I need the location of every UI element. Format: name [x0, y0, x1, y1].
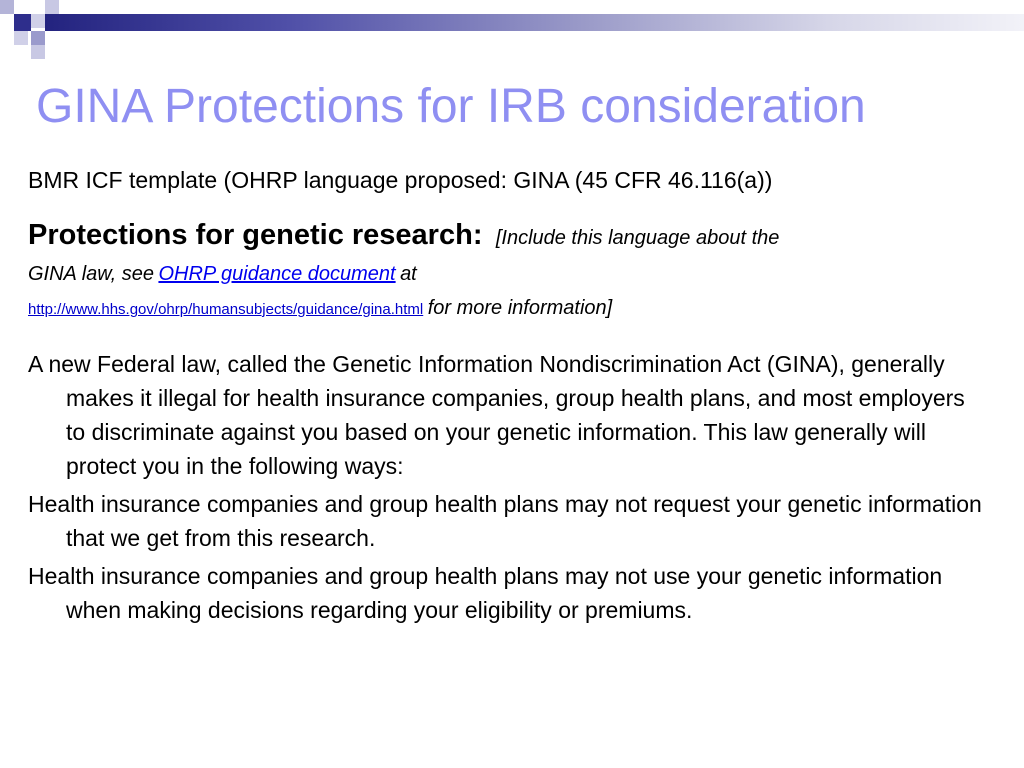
slide-title: GINA Protections for IRB consideration	[36, 80, 866, 133]
deco-square	[14, 31, 28, 45]
gina-guidance-url[interactable]: http://www.hhs.gov/ohrp/humansubjects/guidance/gina.html	[28, 301, 424, 318]
deco-square	[0, 14, 14, 28]
template-reference: BMR ICF template (OHRP language proposed: GINA (45 CFR 46.116(a))	[28, 167, 773, 193]
protection-point-request: Health insurance companies and group health plans may not request your genetic information that we get from this research.	[28, 491, 982, 551]
protection-point-use: Health insurance companies and group health plans may not use your genetic information when making decisions regarding your eligibility or premiums.	[28, 563, 943, 623]
instruction-text: [Include this language about the	[495, 227, 780, 249]
deco-square	[45, 0, 59, 14]
ohrp-guidance-link[interactable]: OHRP guidance document	[158, 263, 396, 285]
url-line	[28, 293, 988, 325]
gina-intro-paragraph: A new Federal law, called the Genetic Information Nondiscrimination Act (GINA), generally makes it illegal for health insurance companies, group health plans, and most employers to discriminate against you based on your genetic information. This law generally will protect you in the following ways:	[28, 351, 965, 479]
instruction-text: GINA law, see	[28, 263, 154, 285]
deco-square	[14, 14, 31, 31]
instruction-text: for more information]	[427, 297, 613, 319]
protections-heading: Protections for genetic research:	[28, 219, 483, 251]
deco-square	[31, 14, 45, 28]
instruction-text: at	[400, 263, 417, 285]
slide-content	[28, 164, 988, 627]
deco-square	[31, 45, 45, 59]
deco-square	[14, 0, 28, 14]
deco-square	[31, 31, 45, 45]
protections-block	[28, 218, 988, 325]
deco-square	[0, 0, 14, 14]
header-gradient-bar	[45, 14, 1024, 31]
header-decoration	[0, 0, 1024, 70]
